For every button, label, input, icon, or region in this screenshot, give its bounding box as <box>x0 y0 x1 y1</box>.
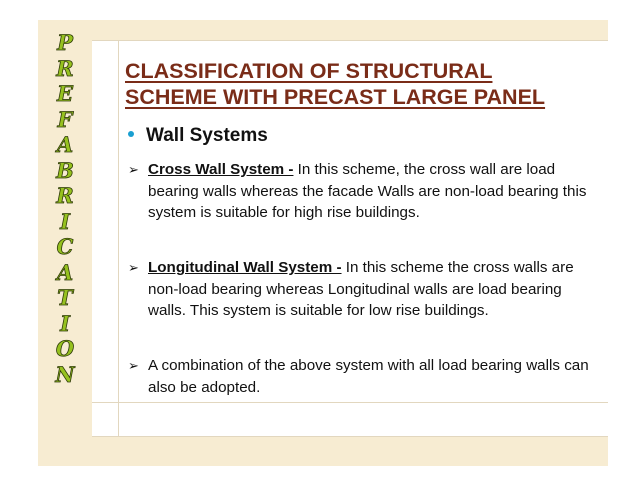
sidebar-letter: B <box>56 157 74 183</box>
arrow-bullet-icon: ➢ <box>128 260 139 275</box>
sidebar-letter: A <box>56 132 74 157</box>
sidebar-letter: I <box>60 208 70 234</box>
section-heading-text: Wall Systems <box>146 125 268 146</box>
section-heading <box>128 124 268 148</box>
divider-line <box>92 402 608 403</box>
divider-line <box>118 40 119 436</box>
bottom-band <box>92 436 608 466</box>
slide-title <box>125 58 605 110</box>
bullet-point <box>128 257 600 322</box>
bullet-text: In this scheme, the cross wall are load bearing walls whereas the facade Walls are non-load bearing this system is suitable for high rise buildings. <box>148 161 587 221</box>
bullet-term: Longitudinal Wall System - <box>148 259 342 276</box>
divider-line <box>92 436 608 437</box>
sidebar-banner <box>38 20 92 466</box>
sidebar-letter: I <box>60 310 70 336</box>
bullet-text: In this scheme the cross walls are non-load bearing whereas Longitudinal walls are load bearing walls. This system is suitable for low rise buildings. <box>148 259 574 319</box>
arrow-bullet-icon: ➢ <box>128 162 139 177</box>
bullet-term: Cross Wall System - <box>148 161 294 178</box>
bullet-point <box>128 159 600 224</box>
sidebar-letter: T <box>57 285 73 310</box>
sidebar-letter: R <box>56 183 74 208</box>
arrow-bullet-icon: ➢ <box>128 358 139 373</box>
title-line: SCHEME WITH PRECAST LARGE PANEL <box>125 85 546 109</box>
bullet-dot-icon <box>128 131 134 137</box>
sidebar-letter: F <box>57 106 73 132</box>
sidebar-letter: R <box>56 55 74 81</box>
sidebar-letter: N <box>55 361 75 387</box>
title-line: CLASSIFICATION OF STRUCTURAL <box>125 59 493 83</box>
divider-line <box>92 40 608 41</box>
bullet-text: A combination of the above system with all load bearing walls can also be adopted. <box>148 357 589 396</box>
bullet-point <box>128 355 600 398</box>
sidebar-letter: C <box>56 234 74 259</box>
sidebar-letter: O <box>55 336 75 361</box>
sidebar-letter: P <box>57 30 73 55</box>
sidebar-letter: A <box>56 259 74 285</box>
top-band <box>92 20 608 40</box>
sidebar-letter: E <box>56 81 73 106</box>
